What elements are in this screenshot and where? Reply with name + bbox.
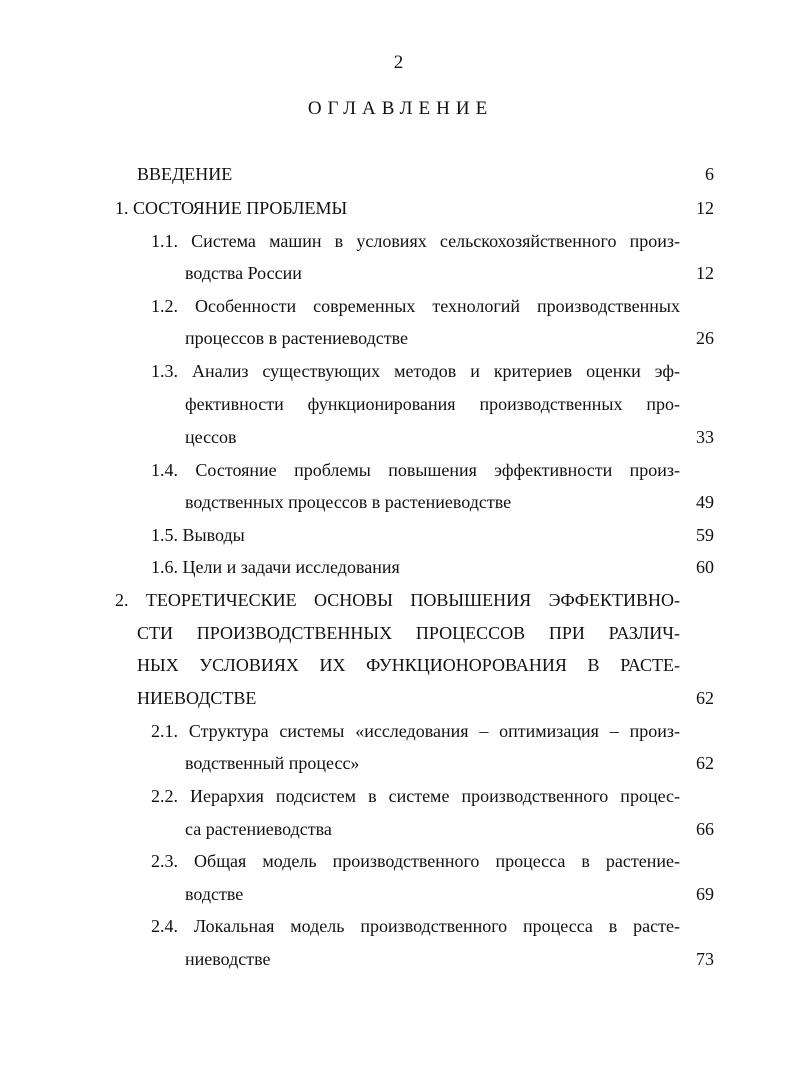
toc-title: ОГЛАВЛЕНИЕ [307,98,494,119]
toc-entry-section-2-line-3[interactable]: НЫХ УСЛОВИЯХ ИХ ФУНКЦИОНОРОВАНИЯ В РАСТЕ- [137,655,680,675]
toc-entry-2-4-line-2[interactable]: ниеводстве [185,949,271,969]
toc-page-1-5: 59 [696,525,714,545]
toc-entry-2-3-line-2[interactable]: водстве [185,884,244,904]
toc-entry-1-3-line-3[interactable]: цессов [185,427,237,447]
toc-entry-2-2-line-1[interactable]: 2.2. Иерархия подсистем в системе производственного процес- [151,786,680,806]
toc-entry-section-2-line-4[interactable]: НИЕВОДСТВЕ [137,688,257,708]
page-number: 2 [393,52,404,73]
toc-page-intro: 6 [705,164,714,184]
toc-entry-1-2-line-1[interactable]: 1.2. Особенности современных технологий производственных [151,296,680,316]
toc-page-section-2: 62 [696,688,714,708]
toc-page-1-4: 49 [696,492,714,512]
toc-page-2-4: 73 [696,949,714,969]
toc-entry-2-3-line-1[interactable]: 2.3. Общая модель производственного процесса в растение- [151,851,680,871]
toc-entry-1-4-line-1[interactable]: 1.4. Состояние проблемы повышения эффективности произ- [151,460,680,480]
toc-entry-1-3-line-2[interactable]: фективности функционирования производственных про- [185,394,680,414]
toc-page-1-2: 26 [696,328,714,348]
toc-page-1-6: 60 [696,557,714,577]
toc-page-1-3: 33 [696,427,714,447]
toc-entry-1-6[interactable]: 1.6. Цели и задачи исследования [151,557,400,577]
toc-entry-section-1[interactable]: 1. СОСТОЯНИЕ ПРОБЛЕМЫ [115,198,348,218]
toc-page-section-1: 12 [696,198,714,218]
toc-entry-section-2-line-1[interactable]: 2. ТЕОРЕТИЧЕСКИЕ ОСНОВЫ ПОВЫШЕНИЯ ЭФФЕКТИВНО- [115,590,680,610]
toc-entry-1-5[interactable]: 1.5. Выводы [151,525,245,545]
toc-entry-1-1-line-2[interactable]: водства России [185,263,302,283]
toc-page-2-3: 69 [696,884,714,904]
toc-entry-2-4-line-1[interactable]: 2.4. Локальная модель производственного процесса в расте- [151,916,680,936]
toc-page-2-1: 62 [696,753,714,773]
toc-entry-1-3-line-1[interactable]: 1.3. Анализ существующих методов и критериев оценки эф- [151,361,680,381]
toc-entry-2-2-line-2[interactable]: са растениеводства [185,819,332,839]
toc-entry-intro[interactable]: ВВЕДЕНИЕ [137,164,233,184]
toc-entry-2-1-line-1[interactable]: 2.1. Структура системы «исследования – оптимизация – произ- [151,721,680,741]
toc-entry-section-2-line-2[interactable]: СТИ ПРОИЗВОДСТВЕННЫХ ПРОЦЕССОВ ПРИ РАЗЛИЧ- [137,623,680,643]
toc-entry-1-1-line-1[interactable]: 1.1. Система машин в условиях сельскохозяйственного произ- [151,231,680,251]
toc-entry-1-4-line-2[interactable]: водственных процессов в растениеводстве [185,492,512,512]
toc-entry-2-1-line-2[interactable]: водственный процесс» [185,753,360,773]
toc-page-2-2: 66 [696,819,714,839]
toc-page-1-1: 12 [696,263,714,283]
toc-entry-1-2-line-2[interactable]: процессов в растениеводстве [185,328,409,348]
